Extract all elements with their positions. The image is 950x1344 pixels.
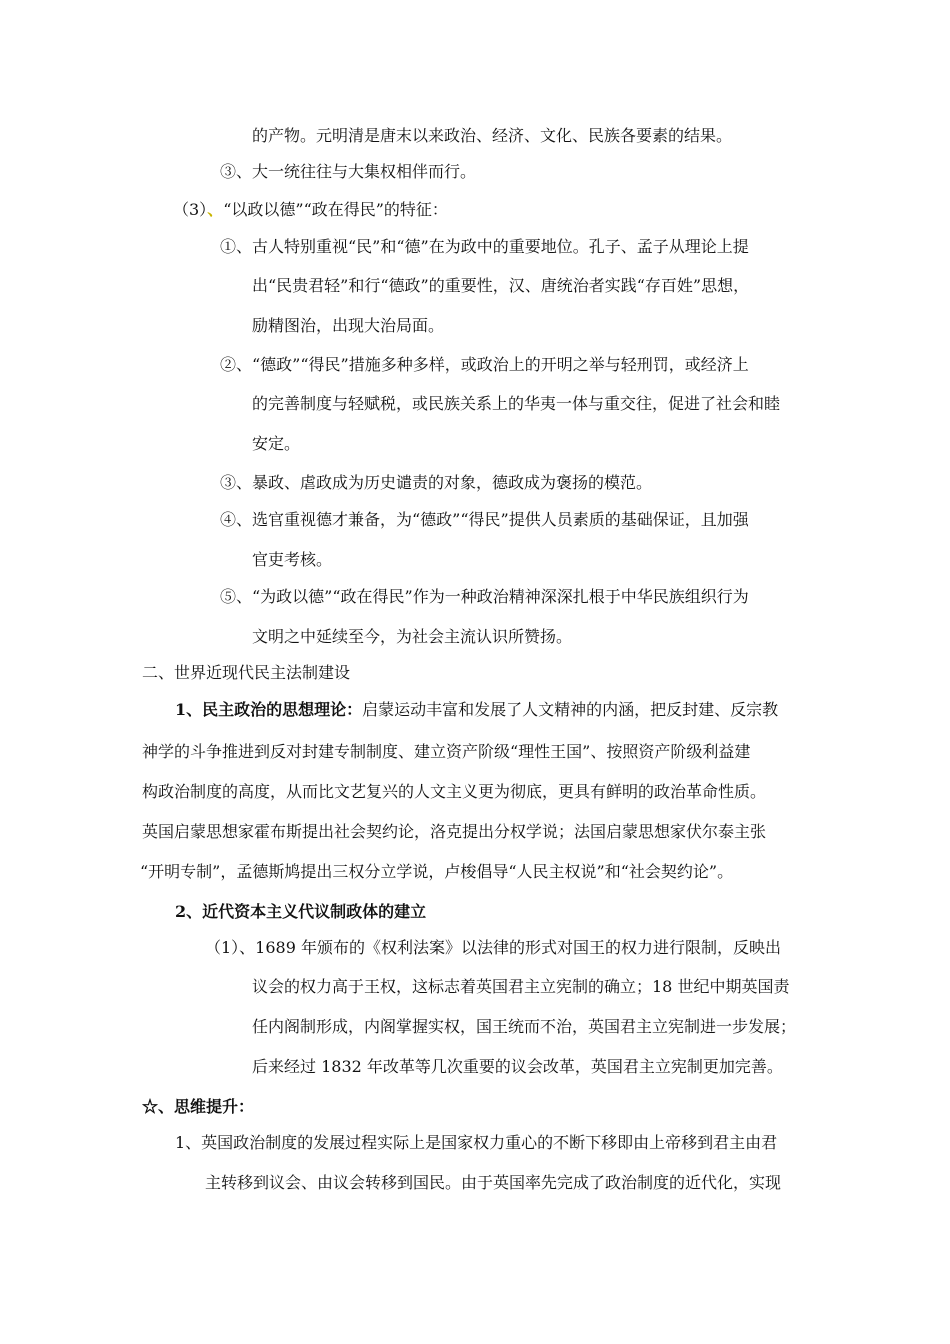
paragraph-line bbox=[175, 700, 778, 720]
section-title: 二、世界近现代民主法制建设 bbox=[142, 663, 351, 682]
text-line: 官吏考核。 bbox=[252, 550, 333, 569]
text-line: 励精图治，出现大治局面。 bbox=[252, 316, 445, 335]
list-item: ④、选官重视德才兼备，为“德政”“得民”提供人员素质的基础保证，且加强 bbox=[220, 510, 749, 529]
paragraph-line: 构政治制度的高度，从而比文艺复兴的人文主义更为彻底，更具有鲜明的政治革命性质。 bbox=[142, 782, 767, 801]
text-line: 主转移到议会、由议会转移到国民。由于英国率先完成了政治制度的近代化，实现 bbox=[205, 1173, 782, 1192]
list-item: 1、英国政治制度的发展过程实际上是国家权力重心的不断下移即由上帝移到君主由君 bbox=[175, 1133, 778, 1152]
text-line: 安定。 bbox=[252, 434, 301, 453]
list-item: ②、“德政”“得民”措施多种多样，或政治上的开明之举与轻刑罚，或经济上 bbox=[220, 355, 749, 374]
paragraph-line: 英国启蒙思想家霍布斯提出社会契约论，洛克提出分权学说；法国启蒙思想家伏尔泰主张 bbox=[142, 822, 767, 841]
section-title: ☆、思维提升： bbox=[142, 1097, 255, 1116]
paragraph-text: 启蒙运动丰富和发展了人文精神的内涵，把反封建、反宗教 bbox=[362, 700, 779, 719]
list-item: （1）、1689 年颁布的《权利法案》以法律的形式对国王的权力进行限制，反映出 bbox=[205, 938, 781, 957]
list-item: ③、暴政、虐政成为历史谴责的对象，德政成为褒扬的模范。 bbox=[220, 473, 653, 492]
list-item: ①、古人特别重视“民”和“德”在为政中的重要地位。孔子、孟子从理论上提 bbox=[220, 237, 749, 256]
highlight-mark: 、 bbox=[207, 200, 224, 219]
text-line: 任内阁制形成，内阁掌握实权，国王统而不治，英国君主立宪制进一步发展； bbox=[252, 1017, 797, 1036]
text-line: 出“民贵君轻”和行“德政”的重要性，汉、唐统治者实践“存百姓”思想， bbox=[252, 276, 750, 295]
section-heading bbox=[173, 200, 448, 220]
text-line: 的产物。元明清是唐末以来政治、经济、文化、民族各要素的结果。 bbox=[252, 126, 733, 145]
text-line: 后来经过 1832 年改革等几次重要的议会改革，英国君主立宪制更加完善。 bbox=[252, 1057, 783, 1076]
heading-text: “以政以德”“政在得民”的特征： bbox=[223, 200, 448, 219]
subsection-title: 1、民主政治的思想理论： bbox=[175, 700, 363, 719]
paragraph-line: “开明专制”，孟德斯鸠提出三权分立学说，卢梭倡导“人民主权说”和“社会契约论”。 bbox=[140, 862, 734, 881]
list-item: ③、大一统往往与大集权相伴而行。 bbox=[220, 162, 477, 181]
text-line: 议会的权力高于王权，这标志着英国君主立宪制的确立；18 世纪中期英国责 bbox=[252, 977, 790, 996]
text-line: 的完善制度与轻赋税，或民族关系上的华夷一体与重交往，促进了社会和睦 bbox=[252, 394, 781, 413]
subsection-title: 2、近代资本主义代议制政体的建立 bbox=[175, 902, 427, 921]
heading-number: （3） bbox=[173, 200, 208, 219]
list-item: ⑤、“为政以德”“政在得民”作为一种政治精神深深扎根于中华民族组织行为 bbox=[220, 587, 749, 606]
text-line: 文明之中延续至今，为社会主流认识所赞扬。 bbox=[252, 627, 573, 646]
paragraph-line: 神学的斗争推进到反对封建专制制度、建立资产阶级“理性王国”、按照资产阶级利益建 bbox=[142, 742, 751, 761]
